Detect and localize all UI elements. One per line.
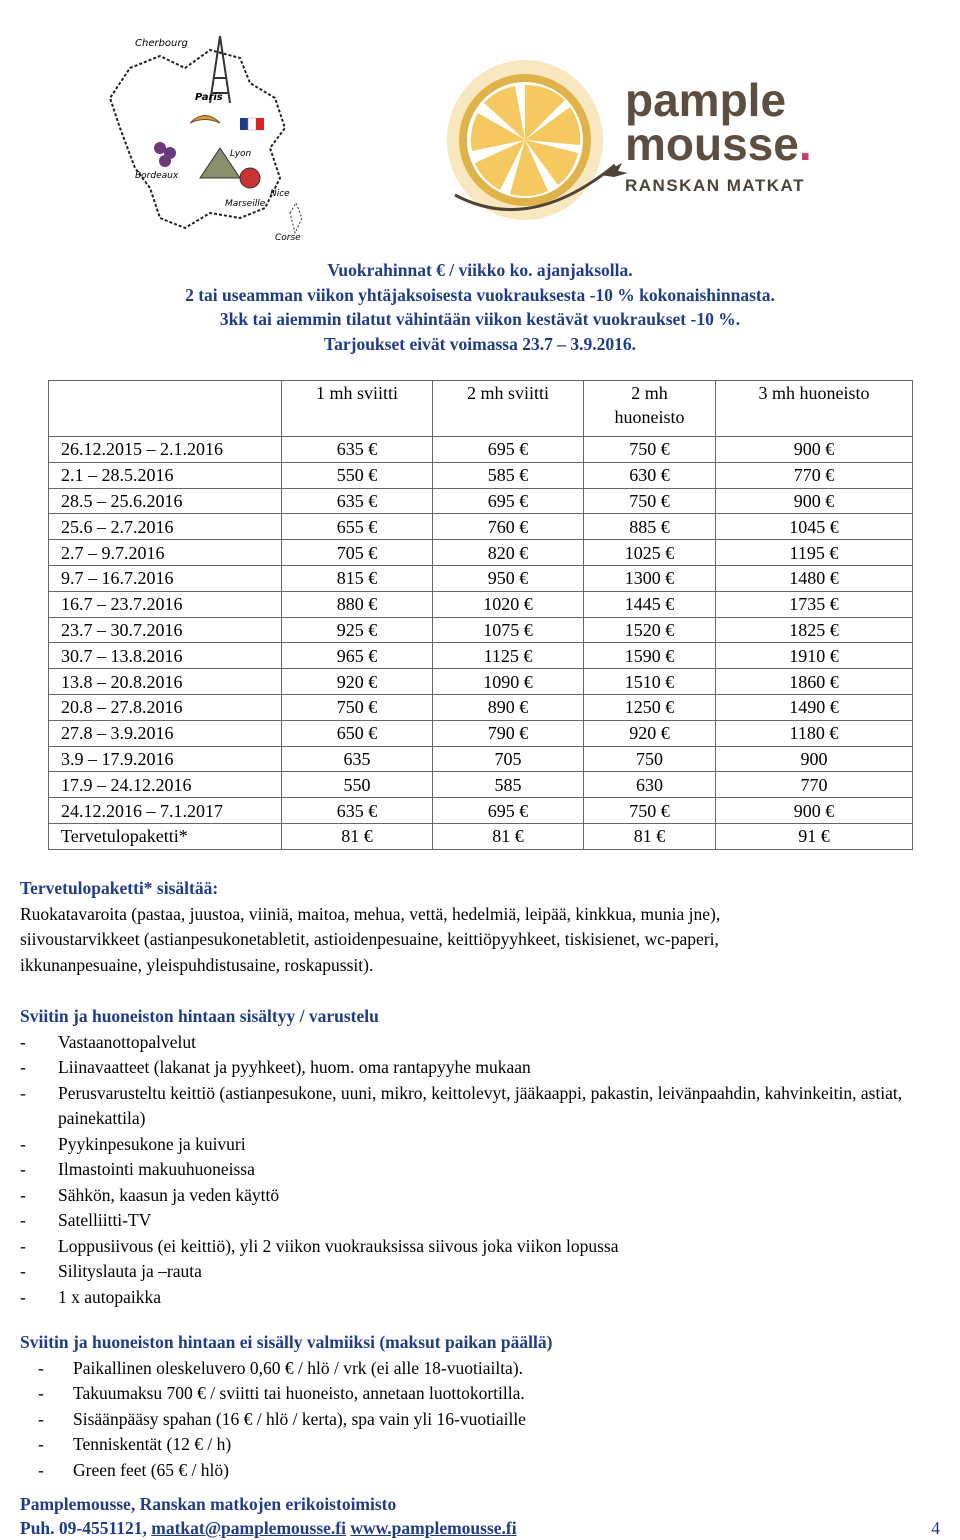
table-cell-price: 1020 € [433,591,584,617]
table-cell-price: 750 € [584,488,716,514]
table-cell-price: 81 € [433,823,584,849]
welcome-line-3: ikkunanpesuaine, yleispuhdistusaine, roskapussit). [20,954,374,975]
table-row [49,540,913,566]
table-row [49,591,913,617]
table-cell-price: 635 € [282,798,433,824]
map-label-nice: Nice [270,189,290,199]
footer-website-link[interactable]: www.pamplemousse.fi [350,1518,517,1538]
grapefruit-logo-icon [440,45,640,235]
table-header-period [49,381,282,437]
map-label-cherbourg: Cherbourg [135,38,188,49]
footer-company: Pamplemousse, Ranskan matkojen erikoistoimisto [20,1494,397,1514]
table-cell-price: 1075 € [433,617,584,643]
table-cell-price: 705 [433,746,584,772]
table-cell-price: 885 € [584,514,716,540]
table-cell-price: 815 € [282,565,433,591]
table-cell-price: 1735 € [715,591,912,617]
intro-line-4: Tarjoukset eivät voimassa 23.7 – 3.9.2016. [324,333,636,354]
table-row [49,669,913,695]
table-cell-price: 630 € [584,462,716,488]
map-label-bordeaux: Bordeaux [135,171,179,181]
table-cell-price: 635 [282,746,433,772]
table-cell-price: 1250 € [584,694,716,720]
table-cell-price: 890 € [433,694,584,720]
table-cell-price: 1025 € [584,540,716,566]
footer [20,1492,960,1540]
table-cell-period: 3.9 – 17.9.2016 [49,746,282,772]
table-cell-period: 9.7 – 16.7.2016 [49,565,282,591]
table-cell-price: 900 € [715,437,912,463]
table-cell-period: 20.8 – 27.8.2016 [49,694,282,720]
list-item: - Perusvarusteltu keittiö (astianpesukone, uuni, mikro, keittolevyt, jääkaappi, pakastin, leivänpaahdin, kahvinkeitin, astiat, painekattila) [20,1081,940,1132]
table-cell-price: 1045 € [715,514,912,540]
table-row [49,514,913,540]
map-label-paris: Paris [195,92,223,103]
table-header-2mh-apartment: 2 mh huoneisto [584,381,716,437]
table-cell-price: 920 € [584,720,716,746]
brand-line-2 [625,118,812,170]
table-cell-period: 2.7 – 9.7.2016 [49,540,282,566]
table-cell-price: 695 € [433,798,584,824]
table-cell-price: 635 € [282,488,433,514]
table-cell-price: 900 [715,746,912,772]
footer-phone: Puh. 09-4551121, [20,1518,147,1538]
table-row [49,643,913,669]
brand-wordmark [625,74,812,196]
list-item: - Vastaanottopalvelut [20,1030,940,1056]
table-row [49,798,913,824]
list-item: - Sähkön, kaasun ja veden käyttö [20,1183,940,1209]
table-cell-price: 750 € [584,798,716,824]
table-cell-period: 24.12.2016 – 7.1.2017 [49,798,282,824]
table-cell-price: 585 [433,772,584,798]
welcome-package-section [20,876,940,978]
table-cell-period: 13.8 – 20.8.2016 [49,669,282,695]
table-row [49,694,913,720]
page-number: 4 [931,1518,940,1538]
table-cell-price: 1510 € [584,669,716,695]
table-cell-period: 30.7 – 13.8.2016 [49,643,282,669]
table-cell-price: 1300 € [584,565,716,591]
table-row [49,823,913,849]
excluded-section [20,1330,940,1483]
table-cell-price: 900 € [715,488,912,514]
table-cell-price: 1590 € [584,643,716,669]
table-cell-price: 1180 € [715,720,912,746]
excluded-heading: Sviitin ja huoneiston hintaan ei sisälly valmiiksi (maksut paikan päällä) [20,1332,553,1352]
list-item: - Paikallinen oleskeluvero 0,60 € / hlö / vrk (ei alle 18-vuotiailta). [20,1356,940,1382]
table-cell-period: 28.5 – 25.6.2016 [49,488,282,514]
table-cell-price: 81 € [584,823,716,849]
table-cell-period: 17.9 – 24.12.2016 [49,772,282,798]
table-header-1mh-suite: 1 mh sviitti [282,381,433,437]
table-cell-price: 760 € [433,514,584,540]
brand-tagline: RANSKAN MATKAT [625,176,805,195]
table-cell-price: 1520 € [584,617,716,643]
list-item: - 1 x autopaikka [20,1285,940,1311]
list-item: - Ilmastointi makuuhuoneissa [20,1157,940,1183]
included-heading: Sviitin ja huoneiston hintaan sisältyy / varustelu [20,1006,379,1026]
table-cell-price: 900 € [715,798,912,824]
price-table [48,380,913,850]
list-item: - Pyykinpesukone ja kuivuri [20,1132,940,1158]
table-row [49,617,913,643]
welcome-heading: Tervetulopaketti* sisältää: [20,878,219,898]
table-cell-price: 770 [715,772,912,798]
intro-line-3: 3kk tai aiemmin tilatut vähintään viikon kestävät vuokraukset -10 %. [219,309,741,329]
welcome-line-1: Ruokatavaroita (pastaa, juustoa, viiniä, maitoa, mehua, vettä, hedelmiä, leipää, kinkkua, munia jne), [20,903,721,924]
table-cell-price: 920 € [282,669,433,695]
table-row [49,462,913,488]
france-map-illustration [90,28,320,243]
table-cell-price: 770 € [715,462,912,488]
table-cell-period: 23.7 – 30.7.2016 [49,617,282,643]
brand-line-1: pample [625,74,787,126]
table-cell-period: 16.7 – 23.7.2016 [49,591,282,617]
table-cell-price: 1910 € [715,643,912,669]
table-cell-price: 695 € [433,437,584,463]
included-list [20,1030,940,1311]
table-cell-price: 1825 € [715,617,912,643]
table-header-row [49,381,913,437]
table-cell-price: 1090 € [433,669,584,695]
list-item: - Sisäänpääsy spahan (16 € / hlö / kerta), spa vain yli 16-vuotiaille [20,1407,940,1433]
table-cell-price: 965 € [282,643,433,669]
table-cell-period: 25.6 – 2.7.2016 [49,514,282,540]
table-cell-price: 1860 € [715,669,912,695]
list-item: - Silityslauta ja –rauta [20,1259,940,1285]
table-cell-price: 925 € [282,617,433,643]
table-row [49,565,913,591]
table-header-2mh-suite: 2 mh sviitti [433,381,584,437]
included-section [20,1004,940,1310]
table-cell-price: 650 € [282,720,433,746]
table-cell-price: 705 € [282,540,433,566]
table-cell-price: 750 [584,746,716,772]
table-cell-price: 91 € [715,823,912,849]
map-label-corse: Corse [275,233,301,243]
table-cell-price: 695 € [433,488,584,514]
brand-line-2-text: mousse [625,118,799,170]
table-row [49,488,913,514]
table-cell-price: 550 € [282,462,433,488]
brand-dot: . [798,118,812,170]
price-intro [0,258,960,356]
table-cell-price: 880 € [282,591,433,617]
table-cell-price: 81 € [282,823,433,849]
table-cell-period: Tervetulopaketti* [49,823,282,849]
table-cell-price: 820 € [433,540,584,566]
table-cell-price: 1490 € [715,694,912,720]
table-cell-period: 2.1 – 28.5.2016 [49,462,282,488]
list-item: - Satelliitti-TV [20,1208,940,1234]
table-cell-price: 585 € [433,462,584,488]
map-label-marseille: Marseille [225,199,266,209]
table-cell-price: 550 [282,772,433,798]
list-item: - Takuumaksu 700 € / sviitti tai huoneisto, annetaan luottokortilla. [20,1381,940,1407]
list-item: - Green feet (65 € / hlö) [20,1458,940,1484]
table-cell-price: 790 € [433,720,584,746]
list-item: - Loppusiivous (ei keittiö), yli 2 viikon vuokrauksissa siivous joka viikon lopussa [20,1234,940,1260]
map-label-lyon: Lyon [230,149,252,159]
table-cell-price: 635 € [282,437,433,463]
footer-contact [20,1516,960,1540]
table-cell-price: 1195 € [715,540,912,566]
list-item: - Tenniskentät (12 € / h) [20,1432,940,1458]
excluded-list [20,1356,940,1484]
table-cell-period: 27.8 – 3.9.2016 [49,720,282,746]
table-cell-price: 750 € [282,694,433,720]
table-row [49,746,913,772]
table-cell-price: 655 € [282,514,433,540]
table-row [49,772,913,798]
table-cell-price: 1125 € [433,643,584,669]
table-cell-price: 750 € [584,437,716,463]
table-cell-price: 950 € [433,565,584,591]
table-row [49,720,913,746]
table-row [49,437,913,463]
intro-line-2: 2 tai useamman viikon yhtäjaksoisesta vuokrauksesta -10 % kokonaishinnasta. [185,284,775,305]
list-item: - Liinavaatteet (lakanat ja pyyhkeet), huom. oma rantapyyhe mukaan [20,1055,940,1081]
intro-line-1: Vuokrahinnat € / viikko ko. ajanjaksolla. [327,260,633,280]
table-cell-price: 630 [584,772,716,798]
table-header-3mh-apartment: 3 mh huoneisto [715,381,912,437]
welcome-line-2: siivoustarvikkeet (astianpesukonetabletit, astioidenpesuaine, keittiöpyyhkeet, tiskisienet, wc-paperi, [20,929,719,949]
footer-email-link[interactable]: matkat@pamplemousse.fi [151,1518,346,1538]
table-cell-price: 1480 € [715,565,912,591]
table-cell-price: 1445 € [584,591,716,617]
table-cell-period: 26.12.2015 – 2.1.2016 [49,437,282,463]
